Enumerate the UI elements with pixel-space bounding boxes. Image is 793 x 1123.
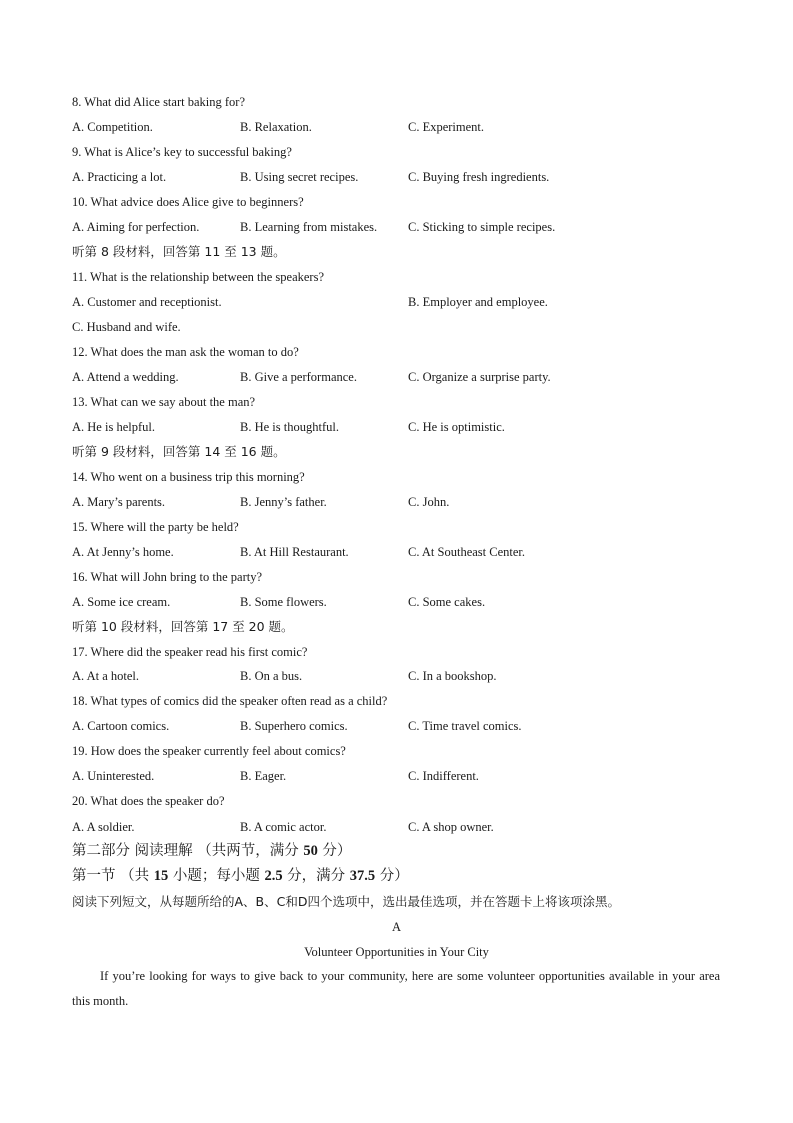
part-2-heading-pre: 第二部分 阅读理解 （共两节，满分 — [72, 843, 304, 859]
passage-letter: A — [391, 920, 402, 934]
section-8-instruction: 听第 8 段材料，回答第 11 至 13 题。 — [72, 244, 286, 259]
question-19: 19. How does the speaker currently feel about comics? — [72, 744, 346, 758]
question-14: 14. Who went on a business trip this morning? — [72, 470, 305, 484]
q10-option-a: A. Aiming for perfection. — [72, 220, 200, 234]
question-18: 18. What types of comics did the speaker often read as a child? — [72, 694, 388, 708]
question-11: 11. What is the relationship between the speakers? — [72, 270, 325, 284]
question-15: 15. Where will the party be held? — [72, 520, 239, 534]
section-1-total-score: 37.5 — [349, 868, 376, 884]
section-1-heading-mid1: 小题；每小题 — [168, 868, 265, 884]
q15-option-b: B. At Hill Restaurant. — [240, 545, 349, 559]
q12-option-c: C. Organize a surprise party. — [408, 370, 551, 384]
q19-option-c: C. Indifferent. — [408, 769, 479, 783]
q17-option-c: C. In a bookshop. — [408, 669, 497, 683]
q19-option-a: A. Uninterested. — [72, 769, 155, 783]
q12-option-b: B. Give a performance. — [240, 370, 357, 384]
question-12: 12. What does the man ask the woman to do? — [72, 345, 299, 359]
q13-option-b: B. He is thoughtful. — [240, 420, 339, 434]
q20-option-c: C. A shop owner. — [408, 820, 494, 834]
q14-option-c: C. John. — [408, 495, 450, 509]
part-2-heading — [72, 842, 351, 860]
question-8: 8. What did Alice start baking for? — [72, 95, 245, 109]
question-10: 10. What advice does Alice give to beginners? — [72, 195, 304, 209]
passage-title: Volunteer Opportunities in Your City — [304, 945, 489, 959]
q15-option-a: A. At Jenny’s home. — [72, 545, 174, 559]
q11-option-c: C. Husband and wife. — [72, 320, 181, 334]
part-2-total-score: 50 — [303, 843, 318, 859]
q11-option-a: A. Customer and receptionist. — [72, 295, 222, 309]
q14-option-b: B. Jenny’s father. — [240, 495, 327, 509]
question-17: 17. Where did the speaker read his first comic? — [72, 645, 308, 659]
part-2-heading-post: 分） — [317, 843, 352, 859]
passage-intro: If you’re looking for ways to give back to your community, here are some volunteer opportunities available in your area this month. — [72, 969, 720, 1008]
question-20: 20. What does the speaker do? — [72, 794, 225, 808]
q18-option-b: B. Superhero comics. — [240, 719, 348, 733]
q13-option-c: C. He is optimistic. — [408, 420, 505, 434]
q16-option-c: C. Some cakes. — [408, 595, 486, 609]
question-16: 16. What will John bring to the party? — [72, 570, 263, 584]
q18-option-c: C. Time travel comics. — [408, 719, 522, 733]
section-1-question-count: 15 — [153, 868, 169, 884]
q9-option-a: A. Practicing a lot. — [72, 170, 167, 184]
section-9-instruction: 听第 9 段材料，回答第 14 至 16 题。 — [72, 444, 286, 459]
q10-option-b: B. Learning from mistakes. — [240, 220, 378, 234]
q8-option-c: C. Experiment. — [408, 120, 485, 134]
q18-option-a: A. Cartoon comics. — [72, 719, 170, 733]
q19-option-b: B. Eager. — [240, 769, 287, 783]
q17-option-a: A. At a hotel. — [72, 669, 140, 683]
q16-option-b: B. Some flowers. — [240, 595, 327, 609]
q8-option-a: A. Competition. — [72, 120, 153, 134]
q20-option-a: A. A soldier. — [72, 820, 135, 834]
question-13: 13. What can we say about the man? — [72, 395, 256, 409]
reading-instruction: 阅读下列短文，从每题所给的A、B、C和D四个选项中，选出最佳选项，并在答题卡上将该项涂黑。 — [72, 894, 620, 909]
question-9: 9. What is Alice’s key to successful baking? — [72, 145, 292, 159]
section-1-heading-pre: 第一节 （共 — [72, 868, 154, 884]
q10-option-c: C. Sticking to simple recipes. — [408, 220, 556, 234]
section-1-heading-post: 分） — [375, 868, 409, 884]
q9-option-c: C. Buying fresh ingredients. — [408, 170, 550, 184]
q15-option-c: C. At Southeast Center. — [408, 545, 526, 559]
section-1-per-question-score: 2.5 — [264, 868, 283, 884]
q16-option-a: A. Some ice cream. — [72, 595, 171, 609]
q20-option-b: B. A comic actor. — [240, 820, 327, 834]
q13-option-a: A. He is helpful. — [72, 420, 155, 434]
q9-option-b: B. Using secret recipes. — [240, 170, 359, 184]
q12-option-a: A. Attend a wedding. — [72, 370, 179, 384]
section-10-instruction: 听第 10 段材料，回答第 17 至 20 题。 — [72, 619, 294, 634]
q11-option-b: B. Employer and employee. — [408, 295, 548, 309]
section-1-heading-mid2: 分，满分 — [282, 868, 350, 884]
q17-option-b: B. On a bus. — [240, 669, 303, 683]
q8-option-b: B. Relaxation. — [240, 120, 312, 134]
q14-option-a: A. Mary’s parents. — [72, 495, 166, 509]
section-1-heading — [72, 867, 409, 885]
